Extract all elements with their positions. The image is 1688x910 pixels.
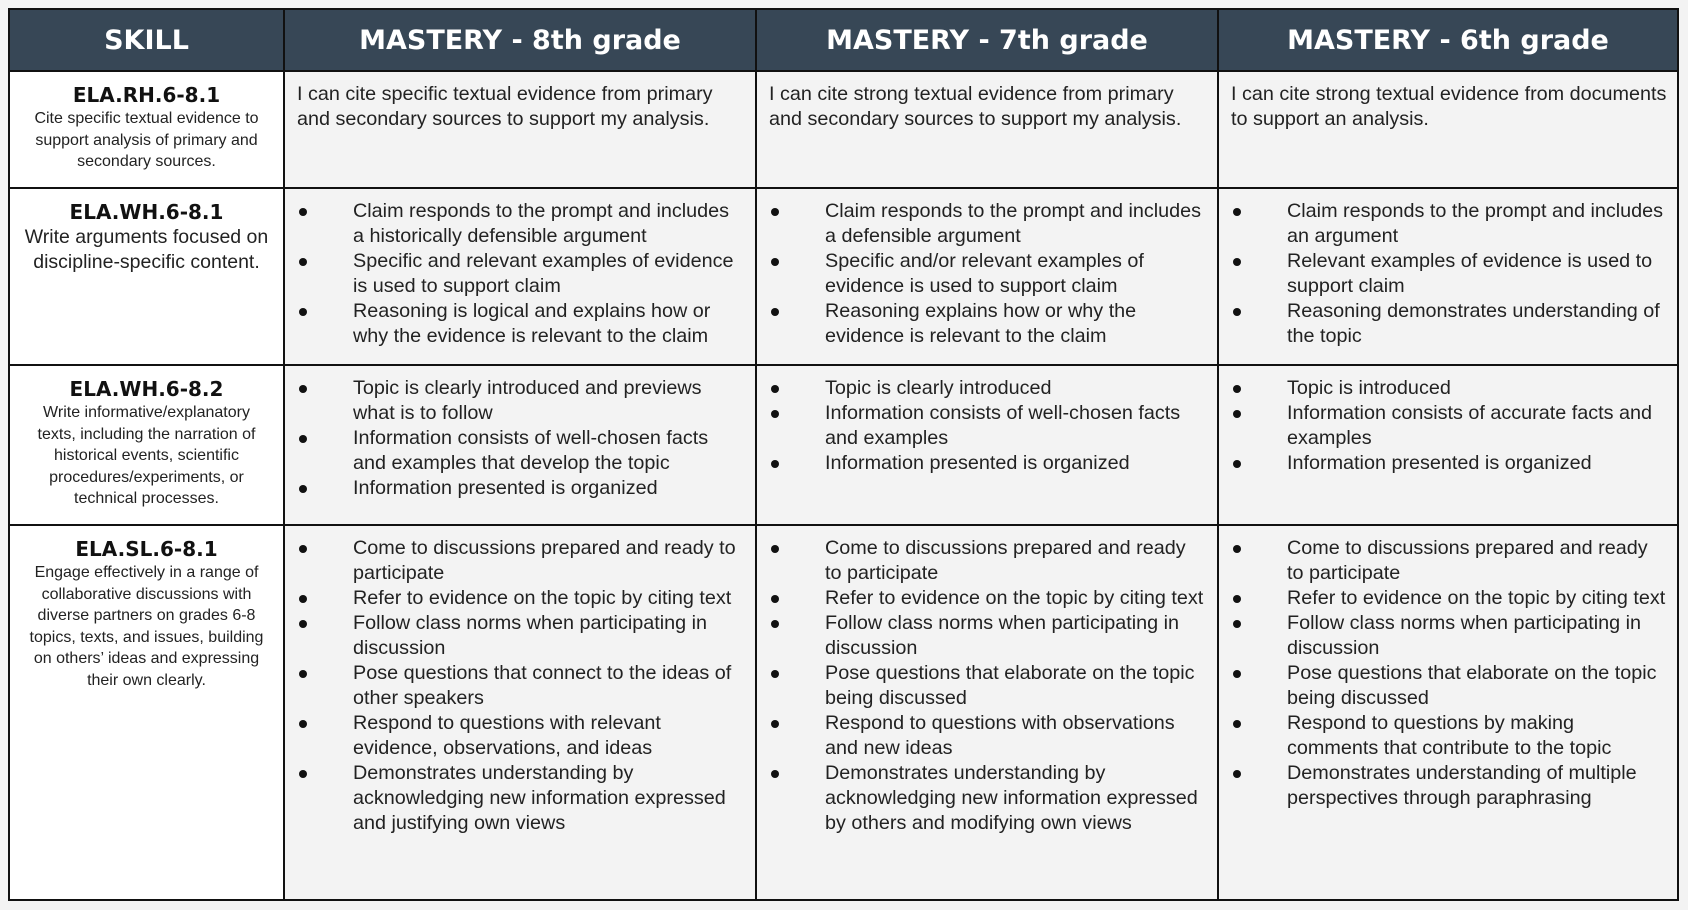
criteria-list [1231,376,1667,476]
mastery-cell-grade7 [756,365,1218,525]
criteria-list [297,376,745,501]
skill-description: Write informative/explanatory texts, including the narration of historical events, scientific procedures/experiments, or technical processes. [37,404,256,507]
list-item: Claim responds to the prompt and includes a historically defensible argument [297,199,745,249]
list-item: Specific and/or relevant examples of evidence is used to support claim [769,249,1207,299]
list-item: Demonstrates understanding by acknowledging new information expressed by others and modifying own views [769,761,1207,836]
bullet-icon [1233,595,1241,603]
list-item: Topic is clearly introduced and previews what is to follow [297,376,745,426]
bullet-icon [299,620,307,628]
bullet-icon [299,385,307,393]
list-item: Pose questions that elaborate on the topic being discussed [1231,661,1667,711]
bullet-icon [299,308,307,316]
criteria-list [769,536,1207,836]
bullet-icon [771,410,779,418]
mastery-cell-grade7 [756,525,1218,900]
list-item: Information consists of accurate facts and examples [1231,401,1667,451]
list-item: Information consists of well-chosen facts and examples [769,401,1207,451]
table-row [9,188,1678,365]
list-item: Pose questions that connect to the ideas of other speakers [297,661,745,711]
list-item: Respond to questions with relevant evidence, observations, and ideas [297,711,745,761]
list-item: Topic is introduced [1231,376,1667,401]
bullet-icon [771,385,779,393]
list-item: Information consists of well-chosen facts and examples that develop the topic [297,426,745,476]
bullet-icon [1233,720,1241,728]
mastery-cell-grade6 [1218,525,1678,900]
bullet-icon [299,208,307,216]
mastery-cell-grade7 [756,71,1218,188]
bullet-icon [299,485,307,493]
bullet-icon [1233,258,1241,266]
bullet-icon [1233,620,1241,628]
bullet-icon [299,595,307,603]
list-item: Follow class norms when participating in discussion [769,611,1207,661]
mastery-statement: I can cite strong textual evidence from primary and secondary sources to support my analysis. [769,83,1182,130]
mastery-statement: I can cite strong textual evidence from documents to support an analysis. [1231,83,1667,130]
skill-code: ELA.WH.6-8.2 [69,377,224,401]
bullet-icon [1233,385,1241,393]
list-item: Refer to evidence on the topic by citing text [769,586,1207,611]
list-item: Come to discussions prepared and ready to participate [769,536,1207,586]
table-row [9,365,1678,525]
bullet-icon [771,545,779,553]
list-item: Pose questions that elaborate on the topic being discussed [769,661,1207,711]
criteria-list [769,199,1207,349]
criteria-list [297,199,745,349]
header-grade6: MASTERY - 6th grade [1218,9,1678,71]
list-item: Relevant examples of evidence is used to support claim [1231,249,1667,299]
bullet-icon [771,720,779,728]
bullet-icon [771,258,779,266]
list-item: Respond to questions by making comments that contribute to the topic [1231,711,1667,761]
mastery-cell-grade7 [756,188,1218,365]
bullet-icon [771,620,779,628]
bullet-icon [771,208,779,216]
bullet-icon [299,770,307,778]
table-row [9,525,1678,900]
mastery-rubric-table [8,8,1679,901]
criteria-list [769,376,1207,476]
bullet-icon [771,595,779,603]
list-item: Demonstrates understanding of multiple perspectives through paraphrasing [1231,761,1667,811]
list-item: Information presented is organized [297,476,745,501]
mastery-cell-grade8 [284,188,756,365]
list-item: Claim responds to the prompt and includes an argument [1231,199,1667,249]
list-item: Topic is clearly introduced [769,376,1207,401]
bullet-icon [1233,545,1241,553]
mastery-cell-grade8 [284,71,756,188]
skill-code: ELA.WH.6-8.1 [69,200,224,224]
mastery-cell-grade6 [1218,71,1678,188]
list-item: Refer to evidence on the topic by citing text [1231,586,1667,611]
bullet-icon [299,545,307,553]
skill-description: Engage effectively in a range of collaborative discussions with diverse partners on grades 6-8 topics, texts, and issues, building on others’ ideas and expressing their own clearly. [29,564,264,689]
bullet-icon [299,258,307,266]
skill-cell [9,365,284,525]
list-item: Come to discussions prepared and ready to participate [297,536,745,586]
header-skill: SKILL [9,9,284,71]
skill-description: Write arguments focused on discipline-specific content. [24,226,269,273]
skill-cell [9,188,284,365]
bullet-icon [299,720,307,728]
bullet-icon [771,670,779,678]
list-item: Specific and relevant examples of evidence is used to support claim [297,249,745,299]
skill-cell [9,71,284,188]
mastery-cell-grade8 [284,365,756,525]
bullet-icon [299,670,307,678]
list-item: Information presented is organized [1231,451,1667,476]
bullet-icon [771,770,779,778]
header-grade8: MASTERY - 8th grade [284,9,756,71]
skill-description: Cite specific textual evidence to support analysis of primary and secondary sources. [34,110,259,170]
criteria-list [297,536,745,836]
bullet-icon [1233,308,1241,316]
bullet-icon [771,308,779,316]
table-row [9,71,1678,188]
list-item: Follow class norms when participating in discussion [297,611,745,661]
mastery-cell-grade6 [1218,188,1678,365]
skill-code: ELA.RH.6-8.1 [72,83,221,107]
list-item: Reasoning is logical and explains how or why the evidence is relevant to the claim [297,299,745,349]
skill-cell [9,525,284,900]
header-row [9,9,1678,71]
skill-code: ELA.SL.6-8.1 [75,537,218,561]
list-item: Come to discussions prepared and ready to participate [1231,536,1667,586]
bullet-icon [299,435,307,443]
bullet-icon [1233,460,1241,468]
bullet-icon [1233,208,1241,216]
list-item: Information presented is organized [769,451,1207,476]
list-item: Claim responds to the prompt and includes a defensible argument [769,199,1207,249]
list-item: Demonstrates understanding by acknowledging new information expressed and justifying own views [297,761,745,836]
list-item: Refer to evidence on the topic by citing text [297,586,745,611]
bullet-icon [1233,770,1241,778]
list-item: Follow class norms when participating in discussion [1231,611,1667,661]
criteria-list [1231,536,1667,811]
list-item: Reasoning explains how or why the evidence is relevant to the claim [769,299,1207,349]
mastery-cell-grade8 [284,525,756,900]
mastery-cell-grade6 [1218,365,1678,525]
criteria-list [1231,199,1667,349]
header-grade7: MASTERY - 7th grade [756,9,1218,71]
mastery-statement: I can cite specific textual evidence from primary and secondary sources to support my analysis. [297,83,713,130]
list-item: Respond to questions with observations and new ideas [769,711,1207,761]
bullet-icon [1233,410,1241,418]
bullet-icon [1233,670,1241,678]
list-item: Reasoning demonstrates understanding of the topic [1231,299,1667,349]
bullet-icon [771,460,779,468]
